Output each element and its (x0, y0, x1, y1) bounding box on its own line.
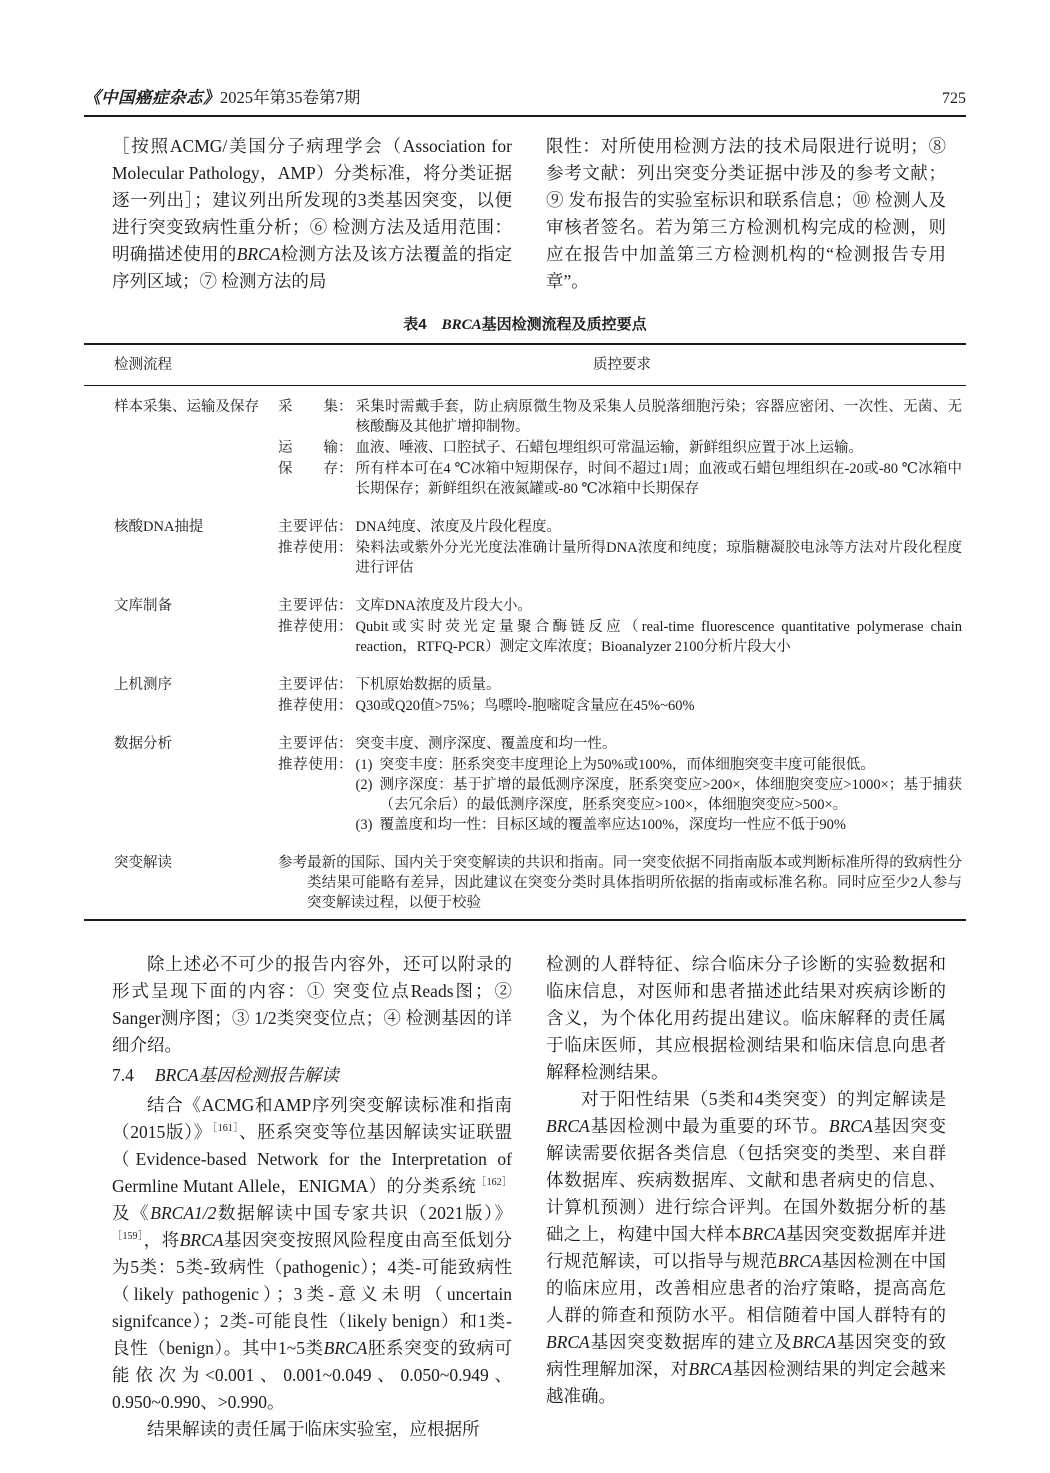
quality-cell (278, 853, 966, 913)
table-body (84, 386, 966, 919)
entry-colon: ： (338, 461, 353, 477)
entry-label: 推荐使用 (278, 757, 338, 773)
top-right-paragraph: 限性：对所使用检测方法的技术局限进行说明；⑧ 参考文献：列出突变分类证据中涉及的参考文献；⑨ 发布报告的实验室标识和联系信息；⑩ 检测人及审核者签名。若为第三方检测机构完成的检测，则应在报告中加盖第三方检测机构的“检测报告专用章”。 (546, 136, 946, 291)
entry-colon: ： (338, 757, 353, 773)
sub-item-marker: (2) (355, 777, 373, 793)
entry-text: Qubit或实时荧光定量聚合酶链反应（real-time fluorescence quantitative polymerase chain reaction，RTFQ-PCR）测定文库浓度；Bioanalyzer 2100分析片段大小 (355, 619, 962, 655)
entry-label: 运输 (278, 440, 338, 456)
entry-text: 采集时需戴手套，防止病原微生物及采集人员脱落细胞污染；容器应密闭、一次性、无菌、无核酸酶及其他扩增抑制物。 (355, 399, 962, 435)
quality-entry (278, 517, 962, 537)
entry-label: 推荐使用 (278, 698, 338, 714)
bottom-text-section (112, 951, 946, 1443)
top-left-paragraph: ［按照ACMG/美国分子病理学会（Association for Molecular Pathology，AMP）分类标准，将分类证据逐一列出］；建议列出所发现的3类基因突变，以便进行突变致病性重分析；⑥ 检测方法及适用范围：明确描述使用的BRCA检测方法及该方法覆盖的指定序列区域；⑦ 检测方法的局 (112, 136, 512, 291)
top-right-column (546, 133, 946, 295)
sub-item-marker: (3) (355, 817, 373, 833)
bottom-left-column (112, 951, 512, 1443)
paragraph: 结合《ACMG和AMP序列突变解读标准和指南（2015版）》$^{[161]}$、胚系突变等位基因解读实证联盟（Evidence-based Network for the Interpretation of Germline Mutant Allele，ENIGMA）的分类系统$^{[162]}$及《BRCA1/2数据解读中国专家共识（2021版）》$^{[159]}$，将BRCA基因突变按照风险程度由高至低划分为5类：5类-致病性（pathogenic）；4类-可能致病性（likely pathogenic）；3类-意义未明（uncertain signifcance）；2类-可能良性（likely benign）和1类-良性（benign）。其中1~5类BRCA胚系突变的致病可能依次为<0.001、0.001~0.049、0.050~0.949、0.950~0.990、>0.990。 (112, 1095, 513, 1412)
sub-item-text: 突变丰度：胚系突变丰度理论上为50%或100%，而体细胞突变丰度可能很低。 (379, 757, 875, 773)
entry-text: 突变丰度、测序深度、覆盖度和均一性。 (355, 736, 617, 752)
process-cell: 核酸DNA抽提 (114, 519, 204, 535)
top-text-section (112, 133, 946, 295)
running-head (84, 84, 966, 117)
entry-colon: ： (338, 440, 353, 456)
entry-text: Q30或Q20值>75%；鸟嘌呤-胞嘧啶含量应在45%~60% (355, 698, 695, 714)
quality-full-text: 参考最新的国际、国内关于突变解读的共识和指南。同一突变依据不同指南版本或判断标准所得的致病性分类结果可能略有差异，因此建议在突变分类时具体指明所依据的指南或标准名称。同时应至少2人参与突变解读过程，以便于校验 (278, 855, 962, 911)
table-title: 表4 BRCA基因检测流程及质控要点 (403, 316, 647, 333)
entry-colon: ： (338, 598, 353, 614)
entry-text: 染料法或紫外分光光度法准确计量所得DNA浓度和纯度；琼脂糖凝胶电泳等方法对片段化程度进行评估 (355, 540, 962, 576)
entry-colon: ： (338, 540, 353, 556)
entry-label: 推荐使用 (278, 540, 338, 556)
entry-text: 文库DNA浓度及片段大小。 (355, 598, 532, 614)
running-head-left (84, 84, 360, 108)
entry-text: 下机原始数据的质量。 (355, 677, 501, 693)
entry-sub-item (356, 775, 963, 815)
table-row (84, 664, 966, 723)
quality-entry (278, 675, 962, 695)
paragraph: 检测的人群特征、综合临床分子诊断的实验数据和临床信息，对医师和患者描述此结果对疾病诊断的含义，为个体化用药提出建议。临床解释的责任属于临床医师，其应根据检测结果和临床信息向患者解释检测结果。 (546, 954, 946, 1082)
entry-label: 主要评估 (278, 736, 338, 752)
paragraph: 对于阳性结果（5类和4类突变）的判定解读是BRCA基因检测中最为重要的环节。BRCA基因突变解读需要依据各类信息（包括突变的类型、来自群体数据库、疾病数据库、文献和患者病史的信息、计算机预测）进行综合评判。在国外数据分析的基础之上，构建中国大样本BRCA基因突变数据库并进行规范解读，可以指导与规范BRCA基因检测在中国的临床应用，改善相应患者的治疗策略，提高高危人群的筛查和预防水平。相信随着中国人群特有的BRCA基因突变数据库的建立及BRCA基因突变的致病性理解加深，对BRCA基因检测结果的判定会越来越准确。 (546, 1089, 947, 1406)
quality-entry (278, 397, 962, 437)
entry-text: 血液、唾液、口腔拭子、石蜡包埋组织可常温运输，新鲜组织应置于冰上运输。 (355, 440, 863, 456)
table-row (84, 842, 966, 919)
process-cell: 突变解读 (114, 855, 172, 871)
process-cell: 样本采集、运输及保存 (114, 399, 259, 415)
sub-item-text: 测序深度：基于扩增的最低测序深度，胚系突变应>200×，体细胞突变应>1000×；基于捕获（去冗余后）的最低测序深度，胚系突变应>100×，体细胞突变应>500×。 (379, 777, 962, 813)
quality-cell (278, 675, 966, 717)
entry-label: 保存 (278, 461, 338, 477)
entry-colon: ： (338, 736, 353, 752)
quality-entry (278, 438, 962, 458)
quality-entry (278, 755, 962, 835)
section-heading (112, 1062, 512, 1089)
entry-colon: ： (338, 619, 353, 635)
process-cell: 数据分析 (114, 736, 172, 752)
entry-label: 主要评估 (278, 677, 338, 693)
table (84, 343, 966, 921)
entry-colon: ： (338, 519, 353, 535)
entry-sub-item (356, 755, 963, 775)
entry-label: 主要评估 (278, 519, 338, 535)
paragraph: 除上述必不可少的报告内容外，还可以附录的形式呈现下面的内容：① 突变位点Reads图；② Sanger测序图；③ 1/2类突变位点；④ 检测基因的详细介绍。 (112, 954, 512, 1055)
table4-wrap (84, 313, 966, 921)
quality-entry (278, 596, 962, 616)
paragraph: 结果解读的责任属于临床实验室，应根据所 (147, 1419, 480, 1439)
table-row (84, 723, 966, 842)
section-title: BRCA基因检测报告解读 (154, 1065, 339, 1085)
top-left-column (112, 133, 512, 295)
process-cell: 上机测序 (114, 677, 172, 693)
entry-text: 所有样本可在4 ℃冰箱中短期保存，时间不超过1周；血液或石蜡包埋组织在-20或-80 ℃冰箱中长期保存；新鲜组织在液氮罐或-80 ℃冰箱中长期保存 (355, 461, 962, 497)
entry-label: 主要评估 (278, 598, 338, 614)
process-cell: 文库制备 (114, 598, 172, 614)
journal-name: 《中国癌症杂志》 (84, 88, 220, 107)
table-header-row (84, 345, 966, 386)
entry-colon: ： (338, 698, 353, 714)
entry-colon: ： (338, 399, 353, 415)
table-row (84, 506, 966, 585)
bottom-right-column (546, 951, 946, 1443)
quality-entry (278, 617, 962, 657)
page-number: 725 (942, 90, 966, 107)
entry-text (356, 755, 963, 835)
entry-sub-item (356, 815, 963, 835)
quality-entry (278, 696, 962, 716)
sub-item-text: 覆盖度和均一性：目标区域的覆盖率应达100%，深度均一性应不低于90% (379, 817, 846, 833)
quality-entry (278, 459, 962, 499)
entry-label: 采集 (278, 399, 338, 415)
quality-entry (278, 734, 962, 754)
section-number: 7.4 (112, 1065, 134, 1085)
entry-text: DNA纯度、浓度及片段化程度。 (355, 519, 561, 535)
table-header-process: 检测流程 (114, 357, 172, 373)
quality-cell (278, 517, 966, 579)
quality-cell (278, 397, 966, 500)
table-header-quality: 质控要求 (593, 357, 651, 373)
quality-cell (278, 734, 966, 836)
issue-info: 2025年第35卷第7期 (220, 88, 361, 107)
quality-entry (278, 538, 962, 578)
quality-cell (278, 596, 966, 658)
table-row (84, 585, 966, 664)
entry-label: 推荐使用 (278, 619, 338, 635)
table-row (84, 386, 966, 506)
entry-colon: ： (338, 677, 353, 693)
sub-item-marker: (1) (355, 757, 373, 773)
